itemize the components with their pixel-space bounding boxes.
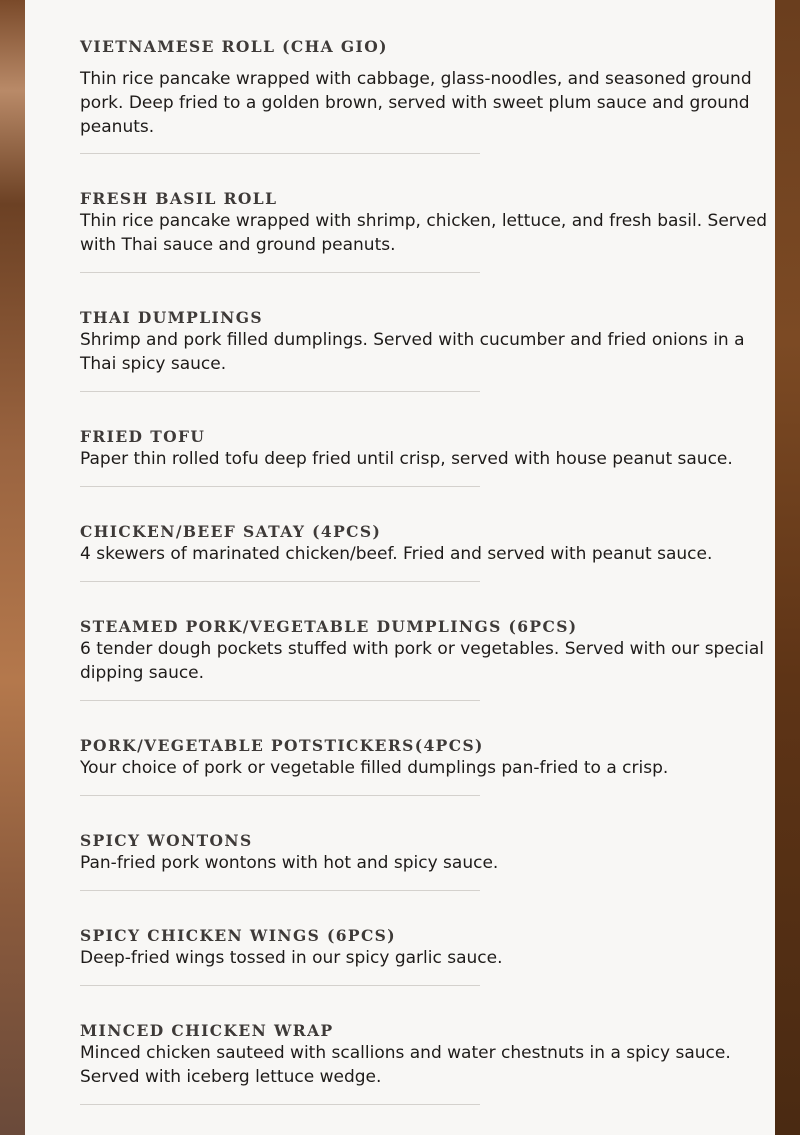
menu-divider [80,890,480,891]
menu-item-description: Pan-fried pork wontons with hot and spicy sauce. [80,853,499,873]
menu-item-fresh-basil-roll [80,189,770,257]
menu-item-description: Deep-fried wings tossed in our spicy garlic sauce. [80,948,503,968]
background-right-edge [775,0,800,1135]
menu-item-minced-chicken-wrap [80,1021,770,1089]
menu-item-title: FRIED TOFU [80,427,206,446]
menu-item-description: Paper thin rolled tofu deep fried until crisp, served with house peanut sauce. [80,449,733,469]
menu-item-satay [80,522,770,566]
menu-divider [80,1104,480,1105]
menu-item-title: CHICKEN/BEEF SATAY (4PCS) [80,522,382,541]
menu-item-spicy-chicken-wings [80,926,770,970]
menu-item-title: VIETNAMESE ROLL (CHA GIO) [80,37,388,56]
menu-item-thai-dumplings [80,308,770,376]
menu-item-title: PORK/VEGETABLE POTSTICKERS(4PCS) [80,736,484,755]
menu-divider [80,700,480,701]
menu-item-title: SPICY WONTONS [80,831,253,850]
menu-divider [80,272,480,273]
menu-item-title: THAI DUMPLINGS [80,308,263,327]
menu-item-steamed-dumplings [80,617,770,685]
menu-item-description: 6 tender dough pockets stuffed with pork or vegetables. Served with our special dipping sauce. [80,639,765,683]
menu-item-title: SPICY CHICKEN WINGS (6PCS) [80,926,397,945]
menu-divider [80,581,480,582]
menu-divider [80,486,480,487]
menu-item-spicy-wontons [80,831,770,875]
menu-item-fried-tofu [80,427,770,471]
menu-item-description: Thin rice pancake wrapped with cabbage, glass-noodles, and seasoned ground pork. Deep fried to a golden brown, served with sweet plum sauce and ground peanuts. [80,69,752,137]
menu-divider [80,391,480,392]
menu-divider [80,795,480,796]
menu-item-title: MINCED CHICKEN WRAP [80,1021,334,1040]
menu-item-description: Shrimp and pork filled dumplings. Served with cucumber and fried onions in a Thai spicy sauce. [80,330,745,374]
menu-divider [80,985,480,986]
menu-item-vietnamese-roll [80,37,770,139]
background-left-edge [0,0,25,1135]
menu-divider [80,153,480,154]
menu-item-description: Thin rice pancake wrapped with shrimp, chicken, lettuce, and fresh basil. Served with Thai sauce and ground peanuts. [80,211,768,255]
menu-item-description: 4 skewers of marinated chicken/beef. Fried and served with peanut sauce. [80,544,713,564]
menu-item-title: FRESH BASIL ROLL [80,189,278,208]
menu-item-description: Your choice of pork or vegetable filled dumplings pan-fried to a crisp. [80,758,669,778]
menu-item-description: Minced chicken sauteed with scallions and water chestnuts in a spicy sauce. Served with iceberg lettuce wedge. [80,1043,731,1087]
menu-item-title: STEAMED PORK/VEGETABLE DUMPLINGS (6PCS) [80,617,578,636]
menu-item-potstickers [80,736,770,780]
menu-panel [25,0,775,1135]
